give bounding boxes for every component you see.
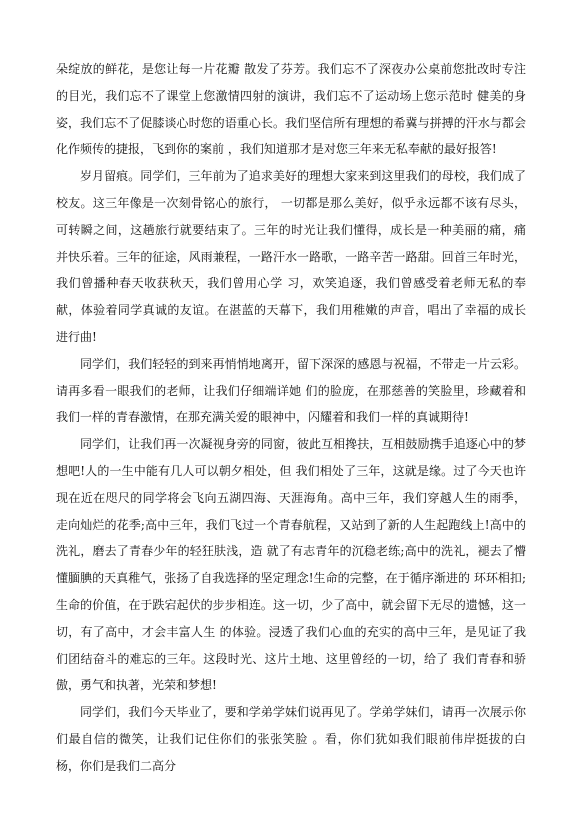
paragraph-2: 岁月留痕。同学们，三年前为了追求美好的理想大家来到这里我们的母校，我们成了校友。这三年像是一次刻骨铭心的旅行， 一切都是那么美好，似乎永远都不该有尽头，可转瞬之间，这趟旅行就要结束了。三年的时光让我们懂得，成长是一种美丽的痛，痛 并快乐着。三年的征途，风雨兼程，一路汗水一路歌，一路辛苦一路甜。回首三年时光，我们曾播种春天收获秋天，我们曾用心学 习，欢笑追逐，我们曾感受着老师无私的奉献，体验着同学真诚的友谊。在湛蓝的天幕下，我们用稚嫩的声音，唱出了幸福的成长 进行曲! [56, 169, 526, 344]
paragraph-4: 同学们，让我们再一次凝视身旁的同窗，彼此互相搀扶，互相鼓励携手追逐心中的梦想吧!人的一生中能有几人可以朝夕相处，但 我们相处了三年，这就是缘。过了今天也许现在近在咫尺的同学将会飞向五湖四海、天涯海角。高中三年，我们穿越人生的雨季， 走向灿烂的花季;高中三年，我们飞过一个青春航程，又站到了新的人生起跑线上!高中的洗礼，磨去了青春少年的轻狂肤浅，造 就了有志青年的沉稳老练;高中的洗礼，褪去了懵懂腼腆的天真稚气，张扬了自我选择的坚定理念!生命的完整，在于循序渐进的 环环相扣;生命的价值，在于跌宕起伏的步步相连。这一切，少了高中，就会留下无尽的遗憾，这一切，有了高中，才会丰富人生 的体验。浸透了我们心血的充实的高中三年，是见证了我们团结奋斗的难忘的三年。这段时光、这片土地、这里曾经的一切，给了 我们青春和骄傲，勇气和执著，光荣和梦想! [56, 437, 526, 693]
paragraph-3: 同学们，我们轻轻的到来再悄悄地离开，留下深深的感恩与祝福，不带走一片云彩。请再多看一眼我们的老师，让我们仔细端详她 们的脸庞，在那慈善的笑脸里，珍藏着和我们一样的青春激情，在那充满关爱的眼神中，闪耀着和我们一样的真诚期待! [56, 356, 526, 425]
paragraph-5: 同学们，我们今天毕业了，要和学弟学妹们说再见了。学弟学妹们，请再一次展示你们最自信的微笑，让我们记住你们的张张笑脸 。看，你们犹如我们眼前伟岸挺拔的白杨，你们是我们二高分 [56, 705, 526, 773]
paragraph-1: 朵绽放的鲜花，是您让每一片花瓣 散发了芬芳。我们忘不了深夜办公桌前您批改时专注的目光，我们忘不了课堂上您激情四射的演讲，我们忘不了运动场上您示范时 健美的身姿，我们忘不了促膝谈心时您的语重心长。我们坚信所有理想的希冀与拼搏的汗水与都会化作频传的捷报，飞到你的案前 ，我们知道那才是对您三年来无私奉献的最好报答! [56, 62, 526, 157]
document-page [56, 56, 526, 780]
